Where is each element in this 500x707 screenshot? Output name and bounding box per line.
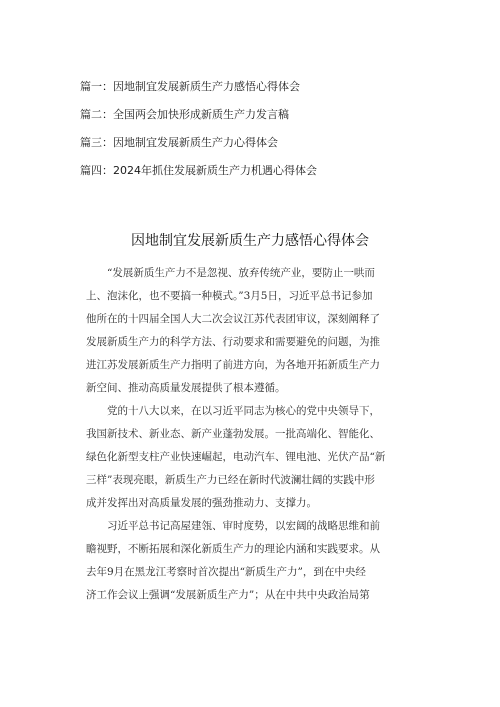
text-line: 三样”表现亮眼，新质生产力已经在新时代波澜壮阔的实践中形: [86, 474, 375, 486]
text-line: 成并发挥出对高质量发展的强劲推动力、支撑力。: [86, 497, 317, 509]
toc-item-4[interactable]: 篇四：2024年抓住发展新质生产力机遇心得体会: [80, 164, 317, 177]
table-of-contents: [80, 80, 460, 192]
text-line: 进江苏发展新质生产力指明了前进方向，为各地开拓新质生产力: [86, 359, 380, 371]
text-line: 济工作会议上强调“发展新质生产力”；从在中共中央政治局第: [86, 589, 370, 601]
text-line: 瞻视野，不断拓展和深化新质生产力的理论内涵和实践要求。从: [86, 543, 380, 555]
text-line: 习近平总书记高屋建瓴、审时度势，以宏阔的战略思维和前: [107, 520, 380, 532]
text-line: 去年9月在黑龙江考察时首次提出“新质生产力”，到在中央经: [86, 566, 366, 578]
text-line: 新空间、推动高质量发展提供了根本遵循。: [86, 382, 286, 394]
toc-item-3[interactable]: 篇三：因地制宜发展新质生产力心得体会: [80, 136, 278, 149]
text-line: 绿色化新型支柱产业快速崛起，电动汽车、锂电池、光伏产品“新: [86, 451, 386, 463]
paragraph-3: [86, 515, 421, 607]
text-line: 我国新技术、新业态、新产业蓬勃发展。一批高端化、智能化、: [86, 428, 380, 440]
toc-item-2[interactable]: 篇二：全国两会加快形成新质生产力发言稿: [80, 108, 289, 121]
toc-item-1[interactable]: 篇一：因地制宜发展新质生产力感悟心得体会: [80, 80, 300, 93]
text-line: 他所在的十四届全国人大二次会议江苏代表团审议，深刻阐释了: [86, 313, 380, 325]
paragraph-2: [86, 400, 421, 515]
text-line: 上、泡沫化，也不要搞一种模式。”3月5日，习近平总书记参加: [86, 290, 373, 302]
text-line: 发展新质生产力的科学方法、行动要求和需要避免的问题，为推: [86, 336, 380, 348]
article-body: [86, 262, 421, 607]
paragraph-1: [86, 262, 421, 400]
article-title: 因地制宜发展新质生产力感悟心得体会: [131, 233, 369, 249]
text-line: 党的十八大以来，在以习近平同志为核心的党中央领导下，: [107, 405, 380, 417]
text-line: “发展新质生产力不是忽视、放弃传统产业，要防止一哄而: [107, 267, 375, 279]
